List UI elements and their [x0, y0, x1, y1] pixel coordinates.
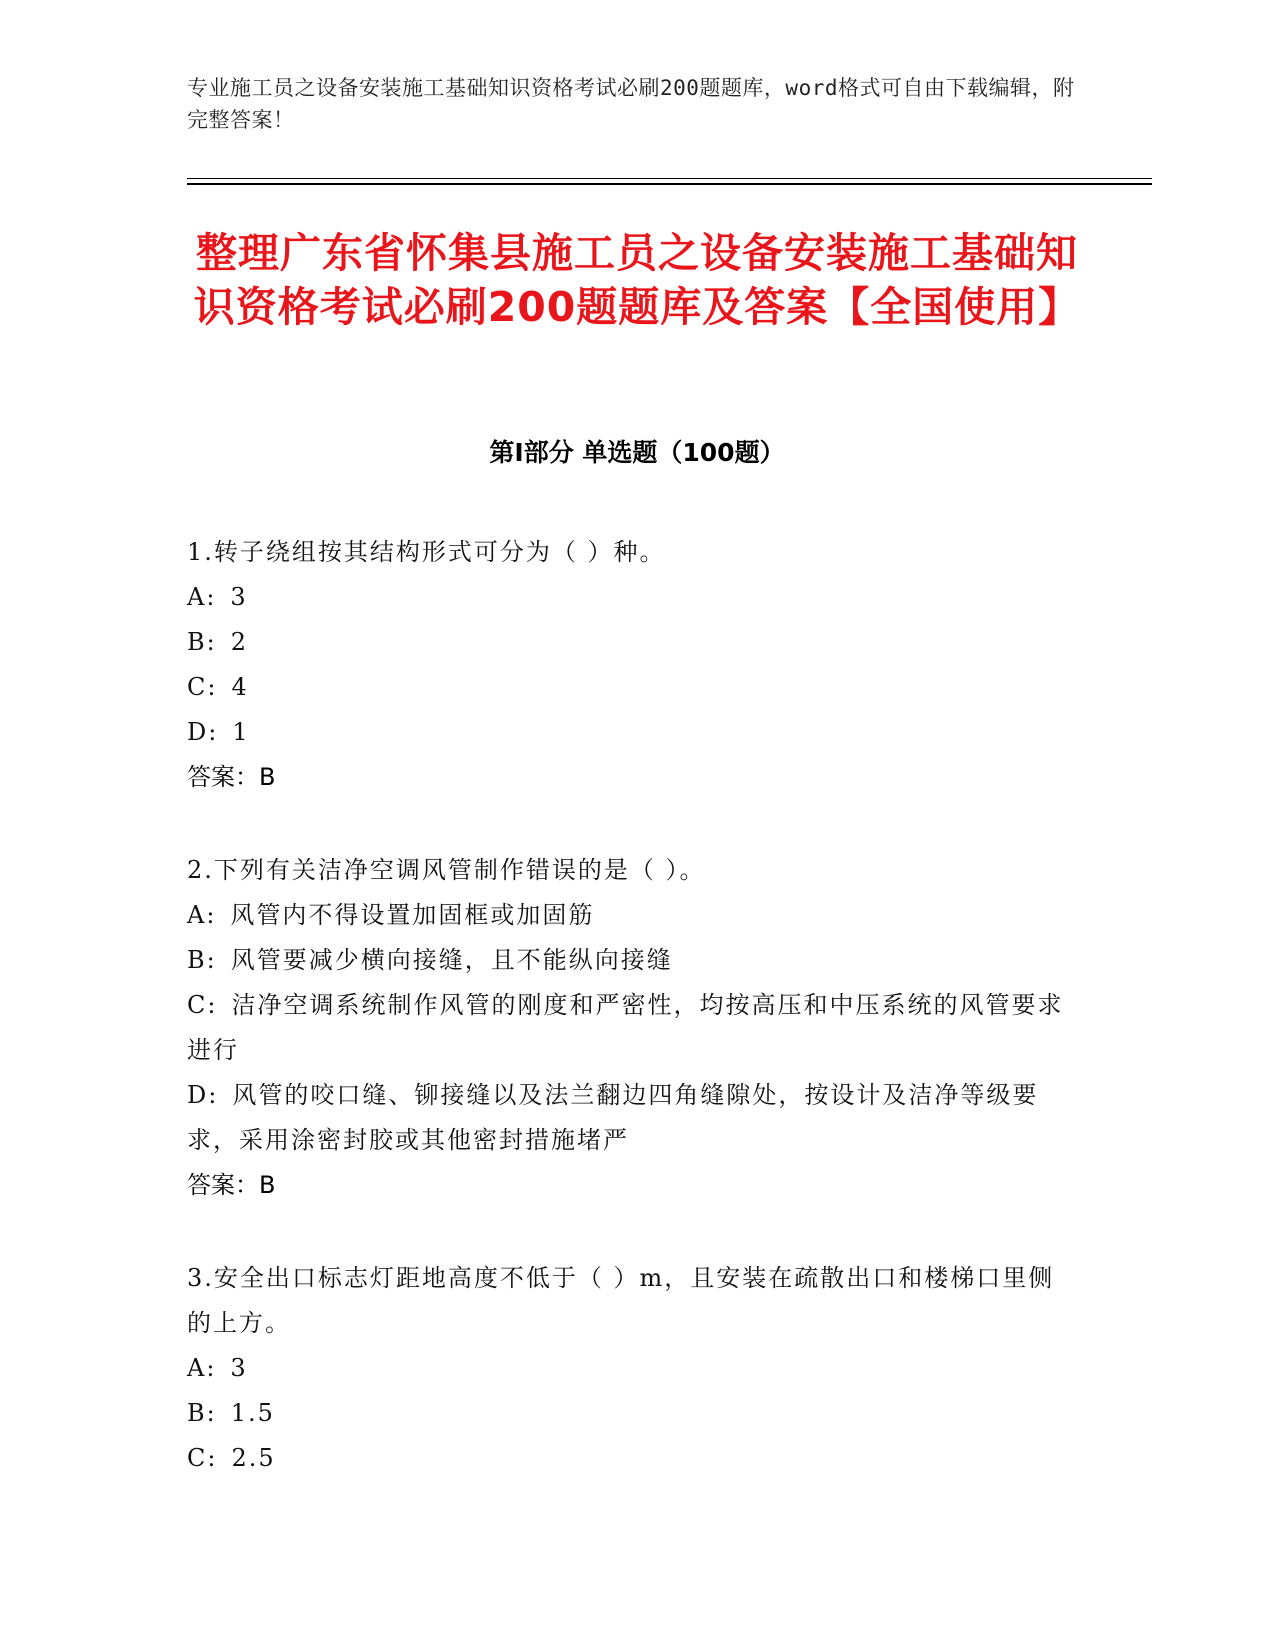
option-key: A:	[187, 583, 217, 611]
option-a	[187, 1346, 1067, 1391]
option-key: C:	[187, 1444, 218, 1472]
document-title: 整理广东省怀集县施工员之设备安装施工基础知识资格考试必刷200题题库及答案【全国使用】	[193, 229, 1081, 331]
option-text: 3	[230, 1354, 248, 1382]
option-text: 3	[230, 583, 248, 611]
option-text: 1	[232, 718, 250, 746]
option-d	[187, 1073, 1067, 1163]
option-a	[187, 893, 1067, 938]
option-a	[187, 575, 1067, 620]
option-text: 4	[231, 673, 249, 701]
option-c	[187, 665, 1067, 710]
option-key: A:	[187, 1354, 217, 1382]
option-text: 1.5	[230, 1399, 275, 1427]
option-key: B:	[187, 1399, 217, 1427]
question-1	[187, 530, 1067, 800]
option-c	[187, 1436, 1067, 1481]
answer: 答案：B	[187, 1171, 276, 1199]
option-c	[187, 983, 1067, 1073]
question-list	[187, 530, 1067, 1529]
option-key: C:	[187, 673, 218, 701]
option-key: B:	[187, 946, 217, 974]
option-b	[187, 938, 1067, 983]
question-2	[187, 848, 1067, 1208]
option-key: D:	[187, 1081, 219, 1109]
option-text: 风管内不得设置加固框或加固筋	[230, 901, 595, 929]
question-3	[187, 1256, 1067, 1481]
question-stem: 2.下列有关洁净空调风管制作错误的是（ ）。	[187, 856, 706, 884]
header-rule-thick	[187, 183, 1152, 185]
option-text: 2	[230, 628, 249, 656]
question-stem: 3.安全出口标志灯距地高度不低于（ ）m，且安装在疏散出口和楼梯口里侧的上方。	[187, 1264, 1055, 1337]
option-b	[187, 620, 1067, 665]
option-key: D:	[187, 718, 219, 746]
option-key: A:	[187, 901, 217, 929]
option-key: B:	[187, 628, 217, 656]
answer: 答案：B	[187, 763, 276, 791]
option-text: 风管的咬口缝、铆接缝以及法兰翻边四角缝隙处，按设计及洁净等级要求，采用涂密封胶或其他密封措施堵严	[187, 1081, 1039, 1154]
section-heading: 第Ⅰ部分 单选题（100题）	[489, 438, 785, 467]
header-note: 专业施工员之设备安装施工基础知识资格考试必刷200题题库，word格式可自由下载编辑，附完整答案！	[187, 76, 1075, 132]
option-text: 洁净空调系统制作风管的刚度和严密性，均按高压和中压系统的风管要求进行	[187, 991, 1064, 1064]
option-key: C:	[187, 991, 218, 1019]
option-d	[187, 710, 1067, 755]
question-stem: 1.转子绕组按其结构形式可分为（ ）种。	[187, 538, 666, 566]
option-text: 2.5	[231, 1444, 276, 1472]
option-text: 风管要减少横向接缝，且不能纵向接缝	[230, 946, 673, 974]
header-rule-thin	[187, 178, 1152, 179]
option-b	[187, 1391, 1067, 1436]
